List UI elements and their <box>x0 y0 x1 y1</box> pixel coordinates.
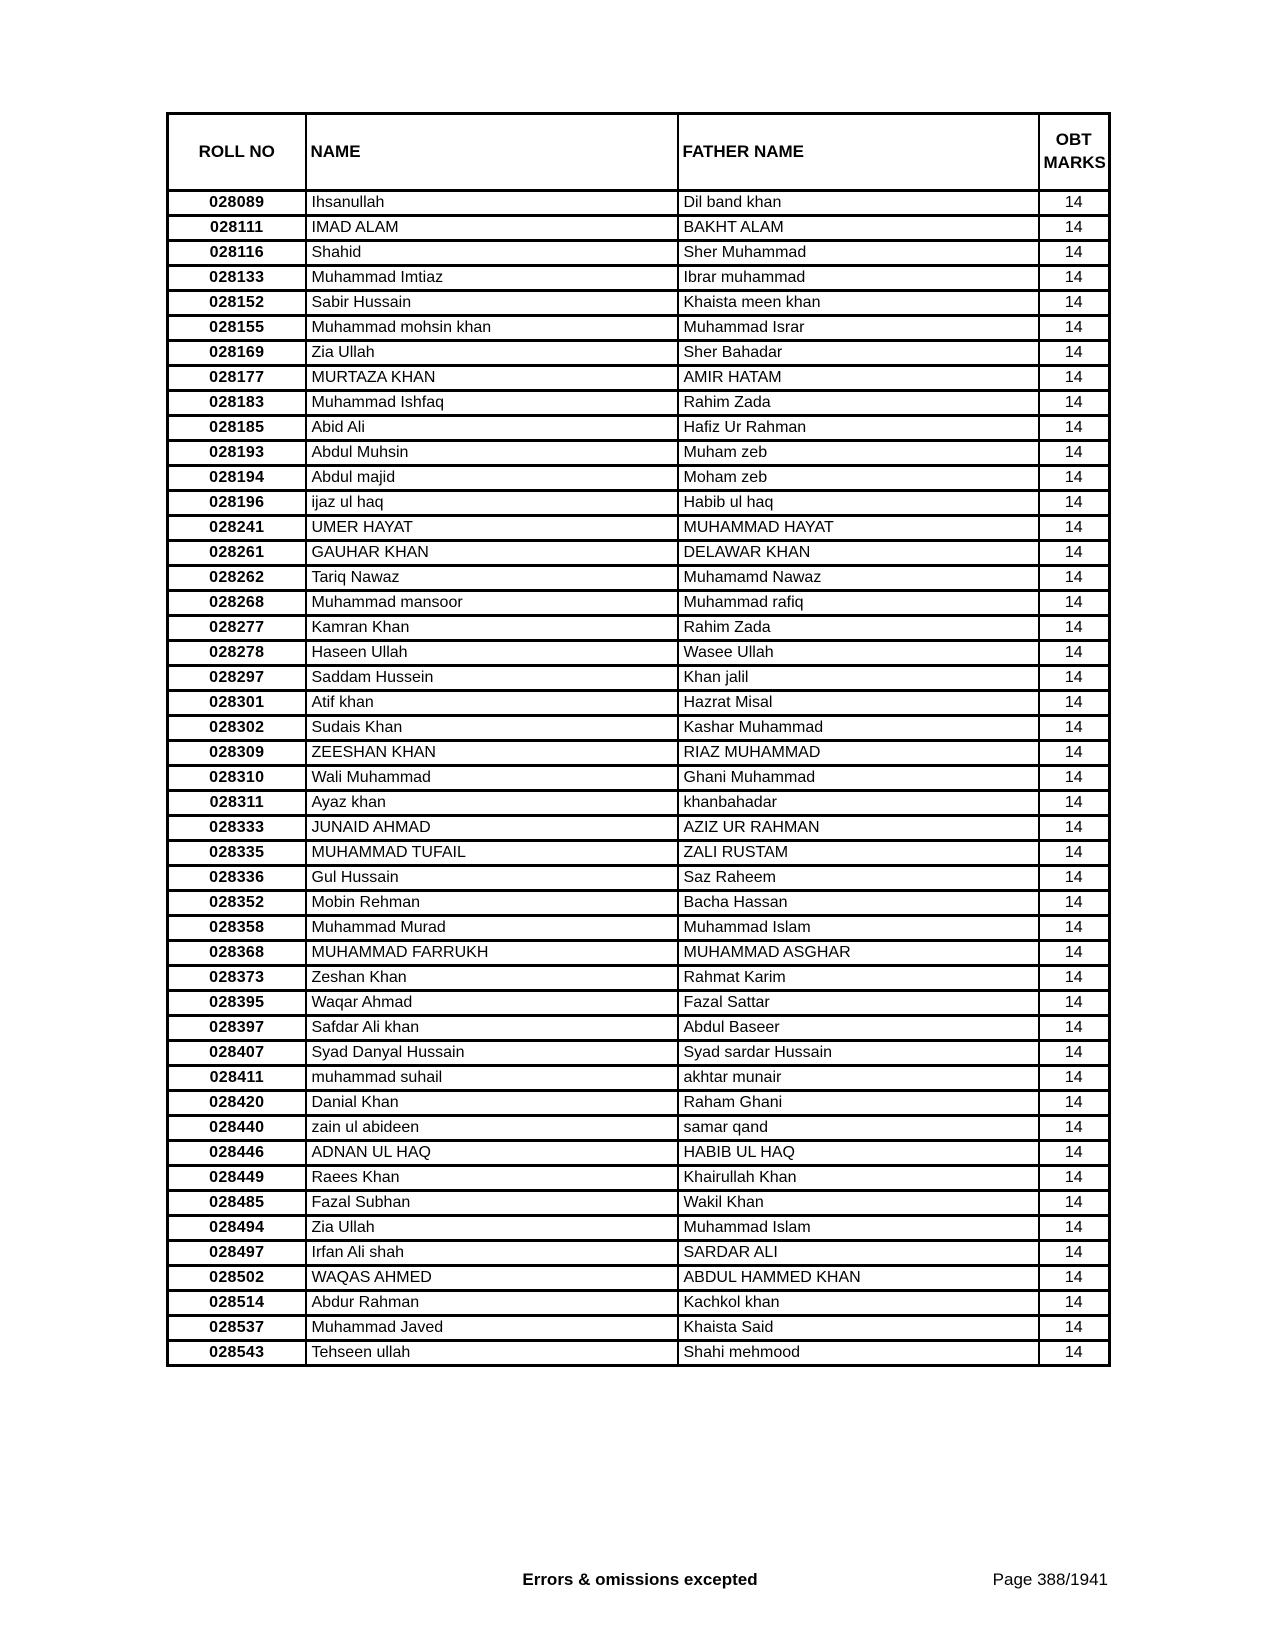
table-row <box>168 366 1110 391</box>
table-row <box>168 466 1110 491</box>
father-cell: Sher Muhammad <box>678 241 1039 266</box>
marks-cell: 14 <box>1039 1216 1110 1241</box>
father-cell: Rahim Zada <box>678 391 1039 416</box>
father-cell: Habib ul haq <box>678 491 1039 516</box>
father-cell: Dil band khan <box>678 191 1039 216</box>
marks-cell: 14 <box>1039 1116 1110 1141</box>
roll-cell: 028310 <box>168 766 306 791</box>
marks-cell: 14 <box>1039 316 1110 341</box>
footer-disclaimer: Errors & omissions excepted <box>522 1570 758 1589</box>
name-cell: Abdul Muhsin <box>306 441 678 466</box>
table-row <box>168 541 1110 566</box>
name-cell: Kamran Khan <box>306 616 678 641</box>
name-cell: MUHAMMAD FARRUKH <box>306 941 678 966</box>
name-cell: MUHAMMAD TUFAIL <box>306 841 678 866</box>
name-cell: JUNAID AHMAD <box>306 816 678 841</box>
roll-cell: 028152 <box>168 291 306 316</box>
marks-cell: 14 <box>1039 741 1110 766</box>
roll-cell: 028420 <box>168 1091 306 1116</box>
header-father-name: FATHER NAME <box>678 114 1039 191</box>
marks-cell: 14 <box>1039 241 1110 266</box>
marks-cell: 14 <box>1039 766 1110 791</box>
marks-cell: 14 <box>1039 566 1110 591</box>
roll-cell: 028411 <box>168 1066 306 1091</box>
header-row <box>168 114 1110 191</box>
marks-cell: 14 <box>1039 1191 1110 1216</box>
roll-cell: 028446 <box>168 1141 306 1166</box>
roll-cell: 028177 <box>168 366 306 391</box>
table-row <box>168 316 1110 341</box>
name-cell: Wali Muhammad <box>306 766 678 791</box>
marks-cell: 14 <box>1039 616 1110 641</box>
roll-cell: 028301 <box>168 691 306 716</box>
table-row <box>168 291 1110 316</box>
roll-cell: 028395 <box>168 991 306 1016</box>
results-table-header <box>168 114 1110 191</box>
father-cell: ZALI RUSTAM <box>678 841 1039 866</box>
roll-cell: 028309 <box>168 741 306 766</box>
father-cell: AMIR HATAM <box>678 366 1039 391</box>
name-cell: Muhammad mansoor <box>306 591 678 616</box>
father-cell: MUHAMMAD ASGHAR <box>678 941 1039 966</box>
table-row <box>168 216 1110 241</box>
table-row <box>168 1016 1110 1041</box>
father-cell: ABDUL HAMMED KHAN <box>678 1266 1039 1291</box>
roll-cell: 028262 <box>168 566 306 591</box>
name-cell: ijaz ul haq <box>306 491 678 516</box>
marks-cell: 14 <box>1039 966 1110 991</box>
table-row <box>168 341 1110 366</box>
father-cell: Bacha Hassan <box>678 891 1039 916</box>
father-cell: Rahim Zada <box>678 616 1039 641</box>
table-row <box>168 1116 1110 1141</box>
father-cell: Muham zeb <box>678 441 1039 466</box>
table-row <box>168 1166 1110 1191</box>
marks-cell: 14 <box>1039 541 1110 566</box>
roll-cell: 028268 <box>168 591 306 616</box>
father-cell: Muhammad Islam <box>678 1216 1039 1241</box>
marks-cell: 14 <box>1039 591 1110 616</box>
marks-cell: 14 <box>1039 391 1110 416</box>
name-cell: Atif khan <box>306 691 678 716</box>
roll-cell: 028302 <box>168 716 306 741</box>
table-row <box>168 816 1110 841</box>
marks-cell: 14 <box>1039 366 1110 391</box>
father-cell: Shahi mehmood <box>678 1341 1039 1366</box>
table-row <box>168 266 1110 291</box>
name-cell: Haseen Ullah <box>306 641 678 666</box>
marks-cell: 14 <box>1039 441 1110 466</box>
marks-cell: 14 <box>1039 791 1110 816</box>
table-row <box>168 891 1110 916</box>
table-row <box>168 1341 1110 1366</box>
father-cell: Saz Raheem <box>678 866 1039 891</box>
name-cell: Muhammad Ishfaq <box>306 391 678 416</box>
father-cell: samar qand <box>678 1116 1039 1141</box>
table-row <box>168 941 1110 966</box>
marks-cell: 14 <box>1039 266 1110 291</box>
father-cell: RIAZ MUHAMMAD <box>678 741 1039 766</box>
marks-cell: 14 <box>1039 291 1110 316</box>
roll-cell: 028440 <box>168 1116 306 1141</box>
father-cell: Moham zeb <box>678 466 1039 491</box>
father-cell: AZIZ UR RAHMAN <box>678 816 1039 841</box>
roll-cell: 028485 <box>168 1191 306 1216</box>
marks-cell: 14 <box>1039 466 1110 491</box>
roll-cell: 028502 <box>168 1266 306 1291</box>
marks-cell: 14 <box>1039 1091 1110 1116</box>
roll-cell: 028183 <box>168 391 306 416</box>
name-cell: Zia Ullah <box>306 1216 678 1241</box>
table-row <box>168 566 1110 591</box>
roll-cell: 028397 <box>168 1016 306 1041</box>
marks-cell: 14 <box>1039 491 1110 516</box>
roll-cell: 028368 <box>168 941 306 966</box>
table-row <box>168 691 1110 716</box>
name-cell: Abid Ali <box>306 416 678 441</box>
roll-cell: 028241 <box>168 516 306 541</box>
name-cell: ZEESHAN KHAN <box>306 741 678 766</box>
table-row <box>168 866 1110 891</box>
marks-cell: 14 <box>1039 1166 1110 1191</box>
roll-cell: 028537 <box>168 1316 306 1341</box>
roll-cell: 028278 <box>168 641 306 666</box>
roll-cell: 028196 <box>168 491 306 516</box>
father-cell: Khan jalil <box>678 666 1039 691</box>
father-cell: Wasee Ullah <box>678 641 1039 666</box>
roll-cell: 028494 <box>168 1216 306 1241</box>
father-cell: Khaista Said <box>678 1316 1039 1341</box>
roll-cell: 028311 <box>168 791 306 816</box>
marks-cell: 14 <box>1039 891 1110 916</box>
name-cell: Gul Hussain <box>306 866 678 891</box>
name-cell: UMER HAYAT <box>306 516 678 541</box>
name-cell: Waqar Ahmad <box>306 991 678 1016</box>
name-cell: Ihsanullah <box>306 191 678 216</box>
marks-cell: 14 <box>1039 1066 1110 1091</box>
name-cell: ADNAN UL HAQ <box>306 1141 678 1166</box>
name-cell: Abdur Rahman <box>306 1291 678 1316</box>
marks-cell: 14 <box>1039 866 1110 891</box>
marks-cell: 14 <box>1039 1341 1110 1366</box>
footer-page-indicator: Page 388/1941 <box>992 1570 1108 1589</box>
table-row <box>168 841 1110 866</box>
table-row <box>168 241 1110 266</box>
marks-cell: 14 <box>1039 416 1110 441</box>
table-row <box>168 491 1110 516</box>
name-cell: Irfan Ali shah <box>306 1241 678 1266</box>
header-roll-no: ROLL NO <box>168 114 306 191</box>
name-cell: Muhammad mohsin khan <box>306 316 678 341</box>
marks-cell: 14 <box>1039 716 1110 741</box>
name-cell: Fazal Subhan <box>306 1191 678 1216</box>
marks-cell: 14 <box>1039 691 1110 716</box>
father-cell: Abdul Baseer <box>678 1016 1039 1041</box>
table-row <box>168 1241 1110 1266</box>
marks-cell: 14 <box>1039 341 1110 366</box>
father-cell: Kashar Muhammad <box>678 716 1039 741</box>
roll-cell: 028497 <box>168 1241 306 1266</box>
roll-cell: 028407 <box>168 1041 306 1066</box>
table-row <box>168 516 1110 541</box>
father-cell: Ghani Muhammad <box>678 766 1039 791</box>
table-row <box>168 791 1110 816</box>
roll-cell: 028169 <box>168 341 306 366</box>
table-row <box>168 716 1110 741</box>
table-row <box>168 1291 1110 1316</box>
name-cell: muhammad suhail <box>306 1066 678 1091</box>
name-cell: Danial Khan <box>306 1091 678 1116</box>
father-cell: Syad sardar Hussain <box>678 1041 1039 1066</box>
marks-cell: 14 <box>1039 816 1110 841</box>
father-cell: MUHAMMAD HAYAT <box>678 516 1039 541</box>
table-row <box>168 1091 1110 1116</box>
table-row <box>168 191 1110 216</box>
table-row <box>168 441 1110 466</box>
marks-cell: 14 <box>1039 941 1110 966</box>
table-row <box>168 966 1110 991</box>
roll-cell: 028133 <box>168 266 306 291</box>
name-cell: Sudais Khan <box>306 716 678 741</box>
father-cell: Muhamamd Nawaz <box>678 566 1039 591</box>
father-cell: Raham Ghani <box>678 1091 1039 1116</box>
marks-cell: 14 <box>1039 1016 1110 1041</box>
father-cell: Ibrar muhammad <box>678 266 1039 291</box>
marks-cell: 14 <box>1039 641 1110 666</box>
table-row <box>168 991 1110 1016</box>
father-cell: Muhammad rafiq <box>678 591 1039 616</box>
marks-cell: 14 <box>1039 1141 1110 1166</box>
name-cell: Tehseen ullah <box>306 1341 678 1366</box>
marks-cell: 14 <box>1039 1241 1110 1266</box>
name-cell: Mobin Rehman <box>306 891 678 916</box>
name-cell: Saddam Hussein <box>306 666 678 691</box>
table-row <box>168 1266 1110 1291</box>
father-cell: akhtar munair <box>678 1066 1039 1091</box>
table-row <box>168 916 1110 941</box>
roll-cell: 028193 <box>168 441 306 466</box>
father-cell: Rahmat Karim <box>678 966 1039 991</box>
name-cell: Ayaz khan <box>306 791 678 816</box>
roll-cell: 028373 <box>168 966 306 991</box>
name-cell: Shahid <box>306 241 678 266</box>
name-cell: Zia Ullah <box>306 341 678 366</box>
marks-cell: 14 <box>1039 991 1110 1016</box>
table-row <box>168 591 1110 616</box>
marks-cell: 14 <box>1039 1041 1110 1066</box>
roll-cell: 028185 <box>168 416 306 441</box>
marks-cell: 14 <box>1039 191 1110 216</box>
table-row <box>168 416 1110 441</box>
name-cell: zain ul abideen <box>306 1116 678 1141</box>
father-cell: Fazal Sattar <box>678 991 1039 1016</box>
roll-cell: 028336 <box>168 866 306 891</box>
name-cell: Raees Khan <box>306 1166 678 1191</box>
father-cell: Sher Bahadar <box>678 341 1039 366</box>
table-row <box>168 766 1110 791</box>
marks-cell: 14 <box>1039 1316 1110 1341</box>
marks-cell: 14 <box>1039 916 1110 941</box>
name-cell: WAQAS AHMED <box>306 1266 678 1291</box>
father-cell: Khaista meen khan <box>678 291 1039 316</box>
name-cell: Zeshan Khan <box>306 966 678 991</box>
roll-cell: 028261 <box>168 541 306 566</box>
marks-cell: 14 <box>1039 216 1110 241</box>
roll-cell: 028335 <box>168 841 306 866</box>
father-cell: SARDAR ALI <box>678 1241 1039 1266</box>
name-cell: Tariq Nawaz <box>306 566 678 591</box>
name-cell: Muhammad Murad <box>306 916 678 941</box>
roll-cell: 028358 <box>168 916 306 941</box>
father-cell: BAKHT ALAM <box>678 216 1039 241</box>
table-row <box>168 1066 1110 1091</box>
table-row <box>168 1041 1110 1066</box>
father-cell: Muhammad Israr <box>678 316 1039 341</box>
father-cell: Muhammad Islam <box>678 916 1039 941</box>
name-cell: Safdar Ali khan <box>306 1016 678 1041</box>
table-row <box>168 1316 1110 1341</box>
father-cell: DELAWAR KHAN <box>678 541 1039 566</box>
father-cell: Wakil Khan <box>678 1191 1039 1216</box>
father-cell: Hafiz Ur Rahman <box>678 416 1039 441</box>
roll-cell: 028297 <box>168 666 306 691</box>
father-cell: Khairullah Khan <box>678 1166 1039 1191</box>
table-row <box>168 391 1110 416</box>
results-table <box>166 112 1111 1367</box>
father-cell: khanbahadar <box>678 791 1039 816</box>
name-cell: Muhammad Imtiaz <box>306 266 678 291</box>
roll-cell: 028089 <box>168 191 306 216</box>
father-cell: HABIB UL HAQ <box>678 1141 1039 1166</box>
father-cell: Kachkol khan <box>678 1291 1039 1316</box>
table-row <box>168 1216 1110 1241</box>
header-obt-marks: OBT MARKS <box>1039 114 1110 191</box>
table-row <box>168 616 1110 641</box>
name-cell: Abdul majid <box>306 466 678 491</box>
roll-cell: 028194 <box>168 466 306 491</box>
marks-cell: 14 <box>1039 1291 1110 1316</box>
table-row <box>168 1141 1110 1166</box>
roll-cell: 028543 <box>168 1341 306 1366</box>
table-row <box>168 1191 1110 1216</box>
roll-cell: 028277 <box>168 616 306 641</box>
name-cell: Muhammad Javed <box>306 1316 678 1341</box>
name-cell: MURTAZA KHAN <box>306 366 678 391</box>
name-cell: Syad Danyal Hussain <box>306 1041 678 1066</box>
roll-cell: 028111 <box>168 216 306 241</box>
marks-cell: 14 <box>1039 841 1110 866</box>
marks-cell: 14 <box>1039 516 1110 541</box>
roll-cell: 028116 <box>168 241 306 266</box>
marks-cell: 14 <box>1039 1266 1110 1291</box>
table-row <box>168 641 1110 666</box>
name-cell: GAUHAR KHAN <box>306 541 678 566</box>
results-table-body <box>168 191 1110 1366</box>
header-name: NAME <box>306 114 678 191</box>
name-cell: Sabir Hussain <box>306 291 678 316</box>
roll-cell: 028449 <box>168 1166 306 1191</box>
roll-cell: 028333 <box>168 816 306 841</box>
name-cell: IMAD ALAM <box>306 216 678 241</box>
marks-cell: 14 <box>1039 666 1110 691</box>
roll-cell: 028155 <box>168 316 306 341</box>
table-row <box>168 666 1110 691</box>
table-row <box>168 741 1110 766</box>
roll-cell: 028514 <box>168 1291 306 1316</box>
father-cell: Hazrat Misal <box>678 691 1039 716</box>
roll-cell: 028352 <box>168 891 306 916</box>
